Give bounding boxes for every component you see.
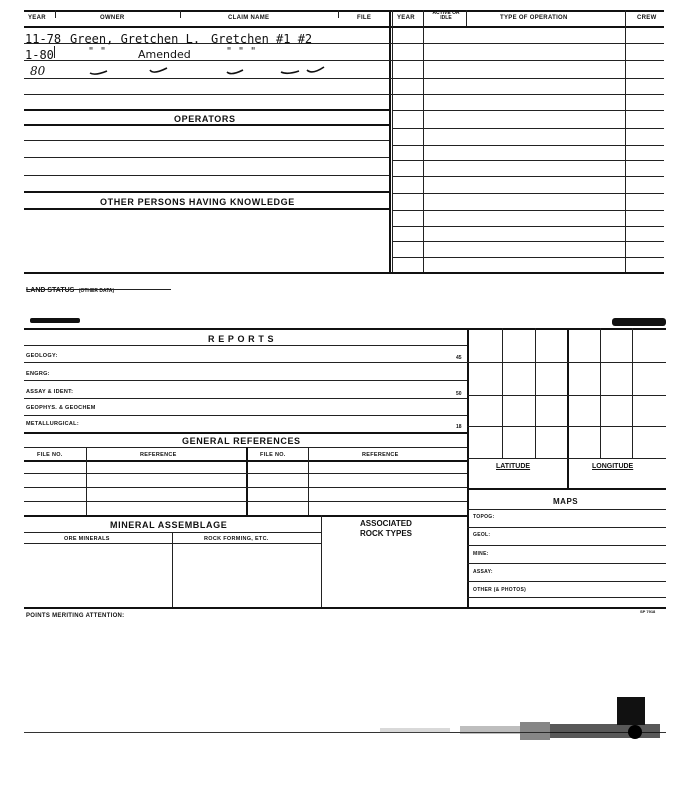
ditto-check-marks — [85, 64, 325, 78]
report-geology: GEOLOGY: — [26, 353, 58, 359]
rock-forming-label: ROCK FORMING, ETC. — [204, 536, 269, 542]
map-assay: ASSAY: — [473, 569, 493, 575]
map-mine: MINE: — [473, 551, 489, 557]
header-year-2: YEAR — [397, 15, 415, 21]
scan-smudge — [30, 318, 80, 323]
gr-reference: REFERENCE — [140, 452, 177, 458]
report-metallurgical: METALLURGICAL: — [26, 421, 79, 427]
longitude-label: LONGITUDE — [592, 463, 634, 470]
scan-smudge — [612, 318, 666, 326]
points-meriting-attention-label: POINTS MERITING ATTENTION: — [26, 613, 125, 619]
report-assay: ASSAY & IDENT: — [26, 389, 74, 395]
gr-file-no: FILE NO. — [37, 452, 63, 458]
report-metallurgical-num: 18 — [456, 424, 462, 430]
rock-types-label: ROCK TYPES — [360, 529, 413, 538]
report-assay-num: 50 — [456, 391, 462, 397]
row1-year: 11-78 — [25, 32, 62, 46]
latitude-label: LATITUDE — [496, 463, 531, 470]
land-status-label: LAND STATUS — [26, 287, 75, 294]
gr-file-no-2: FILE NO. — [260, 452, 286, 458]
row2-claim: " " " — [226, 46, 257, 57]
scan-noise — [360, 716, 666, 746]
row1-owner: Green, Gretchen L. — [70, 32, 201, 46]
row2-note: Amended — [138, 48, 191, 61]
form-number: SP 7918 — [640, 609, 656, 614]
row1-claim: Gretchen #1 #2 — [211, 32, 313, 46]
header-year: YEAR — [28, 15, 46, 21]
gr-reference-2: REFERENCE — [362, 452, 399, 458]
ore-minerals-label: ORE MINERALS — [64, 536, 110, 542]
row2-year: 1-80 — [25, 48, 54, 62]
general-references-title: GENERAL REFERENCES — [182, 436, 301, 446]
map-other: OTHER (& PHOTOS) — [473, 587, 527, 593]
header-active-or-idle: ACTIVE OR IDLE — [432, 10, 460, 21]
land-status-sub: (OTHER DATA) — [78, 288, 115, 294]
row3-year: 80 — [30, 64, 46, 78]
land-status — [26, 279, 114, 297]
header-file: FILE — [357, 15, 372, 21]
header-owner: OWNER — [100, 15, 125, 21]
header-claim-name: CLAIM NAME — [228, 15, 270, 21]
other-persons-label: OTHER PERSONS HAVING KNOWLEDGE — [100, 197, 295, 207]
header-type-of-operation: TYPE OF OPERATION — [500, 15, 568, 21]
maps-title: MAPS — [553, 497, 579, 506]
reports-title: R E P O R T S — [208, 334, 275, 344]
report-geology-num: 45 — [456, 355, 462, 361]
report-geophys: GEOPHYS. & GEOCHEM — [26, 405, 96, 411]
mineral-assemblage-title: MINERAL ASSEMBLAGE — [110, 520, 228, 530]
operators-label: OPERATORS — [174, 114, 236, 124]
map-topog: TOPOG: — [473, 514, 495, 520]
header-crew: CREW — [637, 15, 657, 21]
row2-owner: " " — [88, 46, 107, 57]
associated-label: ASSOCIATED — [360, 519, 412, 528]
map-geol: GEOL: — [473, 532, 491, 538]
report-engrg: ENGRG: — [26, 371, 50, 377]
